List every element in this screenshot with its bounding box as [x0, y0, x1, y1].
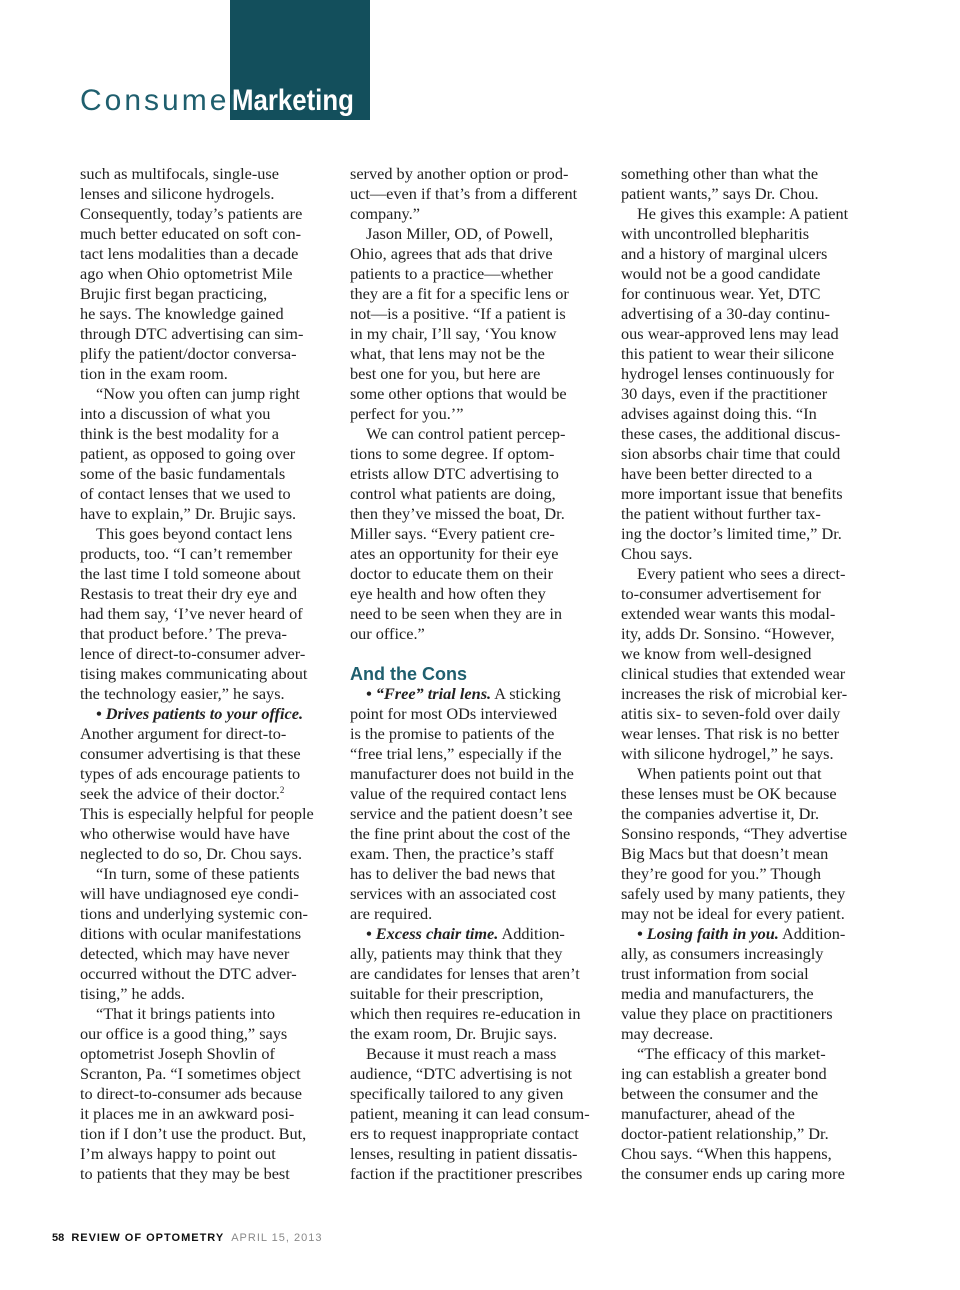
text-line: advises against doing this. “In — [621, 404, 817, 423]
text-line: This is especially helpful for people — [80, 804, 314, 823]
text-line: between the consumer and the — [621, 1084, 819, 1103]
text-line: Chou says. — [621, 544, 693, 563]
subhead-drives-patients: • Drives patients to your office. — [96, 704, 304, 723]
text-line: is the promise to patients of the — [350, 724, 555, 743]
text-line: Another argument for direct-to- — [80, 724, 287, 743]
text-line: Jason Miller, OD, of Powell, — [366, 224, 554, 243]
section-title-marketing: Marketing — [232, 84, 354, 117]
text-line: types of ads encourage patients to — [80, 764, 301, 783]
magazine-name: REVIEW OF OPTOMETRY — [71, 1232, 225, 1244]
text-line: plify the patient/doctor conversa- — [80, 344, 297, 363]
text-line: Every patient who sees a direct- — [637, 564, 846, 583]
text-line: tion in the exam room. — [80, 364, 228, 383]
text-line: media and manufacturers, the — [621, 984, 814, 1003]
text-line: not—is a positive. “If a patient is — [350, 304, 566, 323]
text-line: are candidates for lenses that aren’t — [350, 964, 580, 983]
text-line: such as multifocals, single-use — [80, 164, 279, 183]
text-line: who otherwise would have have — [80, 824, 290, 843]
text-line: patient wants,” says Dr. Chou. — [621, 184, 819, 203]
text-line: doctor to educate them on their — [350, 564, 553, 583]
text-line: ates an opportunity for their eye — [350, 544, 559, 563]
text-line: occurred without the DTC adver- — [80, 964, 297, 983]
text-line: value of the required contact lens — [350, 784, 567, 803]
text-line: patients to a practice—whether — [350, 264, 553, 283]
text-line: patient, meaning it can lead consum- — [350, 1104, 590, 1123]
text-line: He gives this example: A patient — [637, 204, 849, 223]
text-line: in my chair, I’ll say, ‘You know — [350, 324, 557, 343]
text-line: perfect for you.’” — [350, 404, 464, 423]
text-line: to patients that they may be best — [80, 1164, 290, 1183]
text-line: faction if the practitioner prescribes — [350, 1164, 583, 1183]
reference-superscript: 2 — [279, 785, 285, 795]
text-line: Scranton, Pa. “I sometimes object — [80, 1064, 301, 1083]
spacer — [350, 644, 602, 664]
text-line: our office.” — [350, 624, 425, 643]
section-heading-cons: And the Cons — [350, 664, 467, 684]
text-line — [80, 784, 332, 804]
text-line: Because it must reach a mass — [366, 1044, 557, 1063]
text-line: best one for you, but here are — [350, 364, 541, 383]
issue-date: APRIL 15, 2013 — [231, 1232, 323, 1244]
text-line: through DTC advertising can sim- — [80, 324, 304, 343]
text-line: hydrogel lenses continuously for — [621, 364, 834, 383]
text-line: audience, “DTC advertising is not — [350, 1064, 572, 1083]
text-line: we know from well-designed — [621, 644, 812, 663]
text-line: with uncontrolled blepharitis — [621, 224, 810, 243]
text-line: suitable for their prescription, — [350, 984, 544, 1003]
text-line: trust information from social — [621, 964, 809, 983]
text-line: have to explain,” Dr. Brujic says. — [80, 504, 297, 523]
text-line-content: A sticking — [491, 684, 561, 703]
text-line: the technology easier,” he says. — [80, 684, 285, 703]
text-line: tion if I don’t use the product. But, — [80, 1124, 307, 1143]
text-line: will have undiagnosed eye condi- — [80, 884, 299, 903]
text-line: think is the best modality for a — [80, 424, 279, 443]
text-line — [621, 924, 873, 944]
article-column-2 — [350, 164, 602, 1184]
text-line: Brujic first began practicing, — [80, 284, 268, 303]
text-line: some of the basic fundamentals — [80, 464, 286, 483]
text-line: I’m always happy to point out — [80, 1144, 276, 1163]
text-line: these lenses must be OK because — [621, 784, 837, 803]
text-line: the consumer ends up caring more — [621, 1164, 845, 1183]
text-line: Ohio, agrees that ads that drive — [350, 244, 553, 263]
text-line: increases the risk of microbial ker- — [621, 684, 848, 703]
text-line: and a history of marginal ulcers — [621, 244, 828, 263]
text-line: “That it brings patients into — [96, 1004, 276, 1023]
text-line: have been better directed to a — [621, 464, 813, 483]
text-line-content: Addition- — [778, 924, 846, 943]
text-line: they’re good for you.” Though — [621, 864, 822, 883]
text-line: he says. The knowledge gained — [80, 304, 284, 323]
text-line: sion absorbs chair time that could — [621, 444, 841, 463]
text-line: value they place on practitioners — [621, 1004, 833, 1023]
text-line: lenses and silicone hydrogels. — [80, 184, 275, 203]
text-line: much better educated on soft con- — [80, 224, 302, 243]
text-line: safely used by many patients, they — [621, 884, 846, 903]
text-line: these cases, the additional discus- — [621, 424, 841, 443]
text-line: had them say, ‘I’ve never heard of — [80, 604, 303, 623]
text-line: Restasis to treat their dry eye and — [80, 584, 298, 603]
text-line: control what patients are doing, — [350, 484, 556, 503]
text-line: service and the patient doesn’t see — [350, 804, 573, 823]
text-line: uct—even if that’s from a different — [350, 184, 578, 203]
text-line: manufacturer, ahead of the — [621, 1104, 795, 1123]
text-line — [350, 924, 602, 944]
text-line: “In turn, some of these patients — [96, 864, 300, 883]
text-line: We can control patient percep- — [366, 424, 566, 443]
text-line: When patients point out that — [637, 764, 822, 783]
text-line: the patient without further tax- — [621, 504, 821, 523]
text-line: Sonsino responds, “They advertise — [621, 824, 848, 843]
text-line: the exam room, Dr. Brujic says. — [350, 1024, 558, 1043]
text-line: ally, as consumers increasingly — [621, 944, 824, 963]
text-line: this patient to wear their silicone — [621, 344, 834, 363]
text-line: tions and underlying systemic con- — [80, 904, 308, 923]
text-line: with silicone hydrogel,” he says. — [621, 744, 834, 763]
text-line: that product before.’ The preva- — [80, 624, 287, 643]
text-line: the last time I told someone about — [80, 564, 301, 583]
text-line: need to be seen when they are in — [350, 604, 563, 623]
subhead-excess-chair-time: • Excess chair time. — [366, 924, 499, 943]
text-line-content: Addition- — [498, 924, 565, 943]
text-line: it places me in an awkward posi- — [80, 1104, 295, 1123]
text-line: the companies advertise it, Dr. — [621, 804, 820, 823]
article-column-1 — [80, 164, 332, 1184]
subhead-losing-faith: • Losing faith in you. — [637, 924, 779, 943]
text-line: may not be ideal for every patient. — [621, 904, 845, 923]
text-line: would not be a good candidate — [621, 264, 821, 283]
text-line: eye health and how often they — [350, 584, 546, 603]
text-line: more important issue that benefits — [621, 484, 843, 503]
text-line: specifically tailored to any given — [350, 1084, 564, 1103]
text-line: etrists allow DTC advertising to — [350, 464, 559, 483]
text-line: ing can establish a greater bond — [621, 1064, 827, 1083]
text-line: clinical studies that extended wear — [621, 664, 846, 683]
text-line: atitis six- to seven-fold over daily — [621, 704, 841, 723]
text-line: to direct-to-consumer ads because — [80, 1084, 302, 1103]
text-line: “The efficacy of this market- — [637, 1044, 826, 1063]
text-line: optometrist Joseph Shovlin of — [80, 1044, 275, 1063]
text-line: tising makes communicating about — [80, 664, 308, 683]
text-line: tact lens modalities than a decade — [80, 244, 299, 263]
page-number: 58 — [52, 1232, 65, 1244]
article-column-3 — [621, 164, 873, 1184]
text-line: tising,” he adds. — [80, 984, 185, 1003]
text-line: the fine print about the cost of the — [350, 824, 571, 843]
text-line: Miller says. “Every patient cre- — [350, 524, 555, 543]
text-line: ally, patients may think that they — [350, 944, 563, 963]
text-line: doctor-patient relationship,” Dr. — [621, 1124, 829, 1143]
text-line: This goes beyond contact lens — [96, 524, 293, 543]
text-line: services with an associated cost — [350, 884, 557, 903]
text-line: products, too. “I can’t remember — [80, 544, 293, 563]
text-line: wear lenses. That risk is no better — [621, 724, 840, 743]
text-line — [350, 684, 602, 704]
text-line: something other than what the — [621, 164, 819, 183]
text-line: some other options that would be — [350, 384, 567, 403]
text-line: company.” — [350, 204, 420, 223]
text-line: for continuous wear. Yet, DTC — [621, 284, 821, 303]
text-line: extended wear wants this modal- — [621, 604, 836, 623]
text-line: “Now you often can jump right — [96, 384, 300, 403]
text-line: “free trial lens,” especially if the — [350, 744, 562, 763]
text-line: point for most ODs interviewed — [350, 704, 558, 723]
text-line: Chou says. “When this happens, — [621, 1144, 832, 1163]
text-line: ago when Ohio optometrist Mile — [80, 264, 293, 283]
text-line: then they’ve missed the boat, Dr. — [350, 504, 565, 523]
text-line: our office is a good thing,” says — [80, 1024, 288, 1043]
page-footer — [52, 1232, 322, 1244]
text-line: exam. Then, the practice’s staff — [350, 844, 554, 863]
text-line: lence of direct-to-consumer adver- — [80, 644, 306, 663]
text-line: manufacturer does not build in the — [350, 764, 574, 783]
text-line: served by another option or prod- — [350, 164, 569, 183]
text-line: consumer advertising is that these — [80, 744, 301, 763]
subhead-free-trial: • “Free” trial lens. — [366, 684, 492, 703]
text-line-content: seek the advice of their doctor. — [80, 784, 280, 803]
text-line: to-consumer advertisement for — [621, 584, 821, 603]
text-line: neglected to do so, Dr. Chou says. — [80, 844, 303, 863]
text-line: what, that lens may not be the — [350, 344, 545, 363]
text-line: of contact lenses that we used to — [80, 484, 291, 503]
text-line: lenses, resulting in patient dissatis- — [350, 1144, 578, 1163]
text-line: ity, adds Dr. Sonsino. “However, — [621, 624, 835, 643]
text-line: ditions with ocular manifestations — [80, 924, 302, 943]
text-line: Consequently, today’s patients are — [80, 204, 303, 223]
text-line: patient, as opposed to going over — [80, 444, 296, 463]
text-line: ing the doctor’s limited time,” Dr. — [621, 524, 842, 543]
text-line: they are a fit for a specific lens or — [350, 284, 569, 303]
section-title-consumer: Consumer — [80, 84, 243, 117]
text-line: may decrease. — [621, 1024, 714, 1043]
text-line: are required. — [350, 904, 433, 923]
text-line: has to deliver the bad news that — [350, 864, 556, 883]
text-line: which then requires re-education in — [350, 1004, 581, 1023]
text-line: detected, which may have never — [80, 944, 290, 963]
text-line: ous wear-approved lens may lead — [621, 324, 839, 343]
text-line: Big Macs but that doesn’t mean — [621, 844, 829, 863]
text-line: into a discussion of what you — [80, 404, 271, 423]
text-line: ers to request inappropriate contact — [350, 1124, 579, 1143]
text-line: tions to some degree. If optom- — [350, 444, 555, 463]
text-line: advertising of a 30-day continu- — [621, 304, 830, 323]
text-line: 30 days, even if the practitioner — [621, 384, 828, 403]
